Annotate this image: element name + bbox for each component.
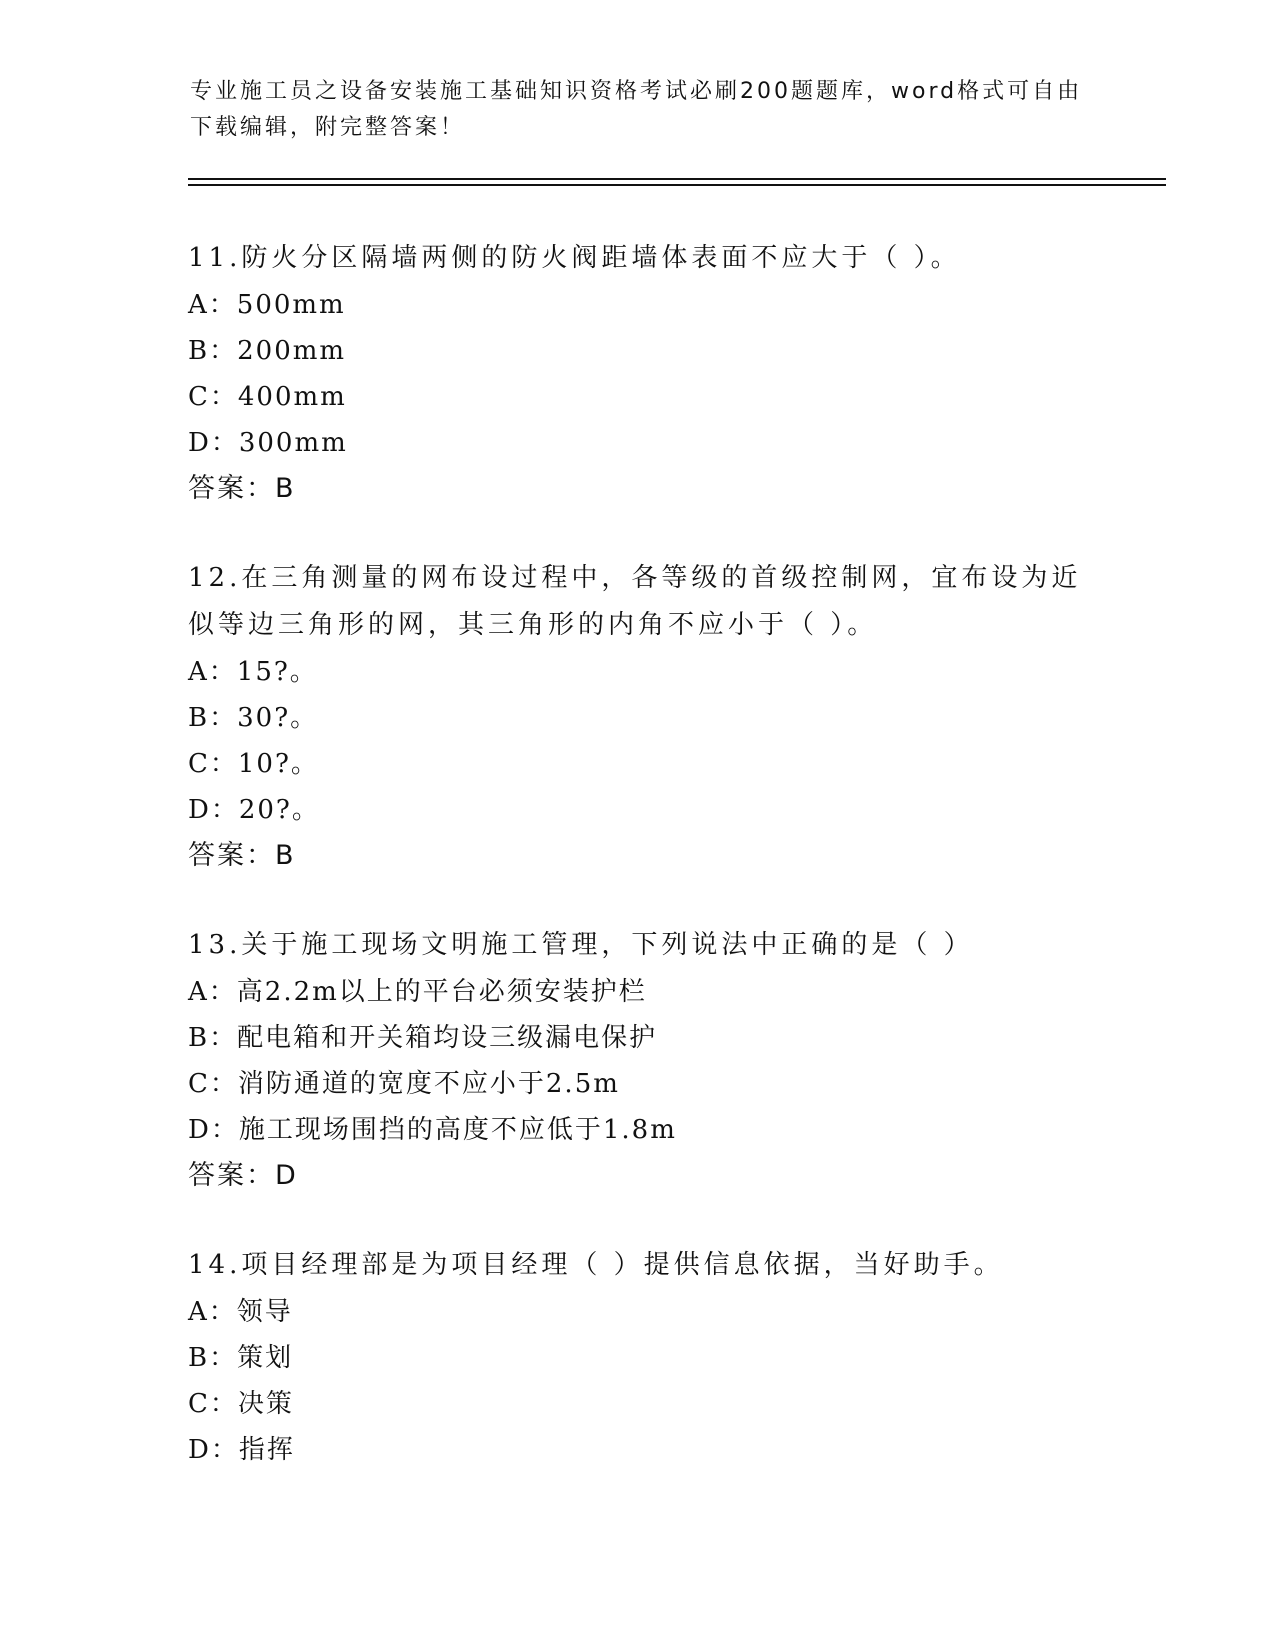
- header-divider-bottom: [188, 184, 1166, 186]
- question-stem: 14.项目经理部是为项目经理（ ）提供信息依据，当好助手。: [188, 1250, 1004, 1280]
- question-stem: 12.在三角测量的网布设过程中，各等级的首级控制网，宜布设为近似等边三角形的网，其三角形的内角不应小于（ ）。: [188, 563, 1082, 640]
- option-d: D：施工现场围挡的高度不应低于1.8m: [188, 1115, 677, 1145]
- answer-line: 答案：B: [188, 840, 296, 871]
- option-c: C：消防通道的宽度不应小于2.5m: [188, 1069, 620, 1099]
- option-d: D：指挥: [188, 1435, 295, 1465]
- question-12: [188, 555, 1088, 879]
- option-c: C：400mm: [188, 382, 347, 412]
- document-header: 专业施工员之设备安装施工基础知识资格考试必刷200题题库，word格式可自由下载编辑，附完整答案！: [190, 79, 1083, 140]
- answer-line: 答案：B: [188, 473, 296, 504]
- option-c: C：10?。: [188, 749, 319, 779]
- option-b: B：200mm: [188, 336, 347, 366]
- option-d: D：20?。: [188, 795, 320, 825]
- option-b: B：策划: [188, 1343, 294, 1373]
- option-a: A：500mm: [188, 290, 346, 320]
- question-stem: 13.关于施工现场文明施工管理，下列说法中正确的是（ ）: [188, 930, 974, 960]
- question-14: [188, 1242, 1088, 1473]
- option-b: B：30?。: [188, 703, 319, 733]
- answer-line: 答案：D: [188, 1160, 298, 1191]
- question-stem: 11.防火分区隔墙两侧的防火阀距墙体表面不应大于（ ）。: [188, 243, 961, 273]
- option-a: A：高2.2m以上的平台必须安装护栏: [188, 977, 647, 1007]
- question-11: [188, 235, 1088, 512]
- option-d: D：300mm: [188, 428, 348, 458]
- question-13: [188, 922, 1088, 1199]
- option-b: B：配电箱和开关箱均设三级漏电保护: [188, 1023, 658, 1053]
- option-a: A：15?。: [188, 657, 318, 687]
- option-a: A：领导: [188, 1297, 293, 1327]
- header-divider-top: [188, 178, 1166, 180]
- option-c: C：决策: [188, 1389, 294, 1419]
